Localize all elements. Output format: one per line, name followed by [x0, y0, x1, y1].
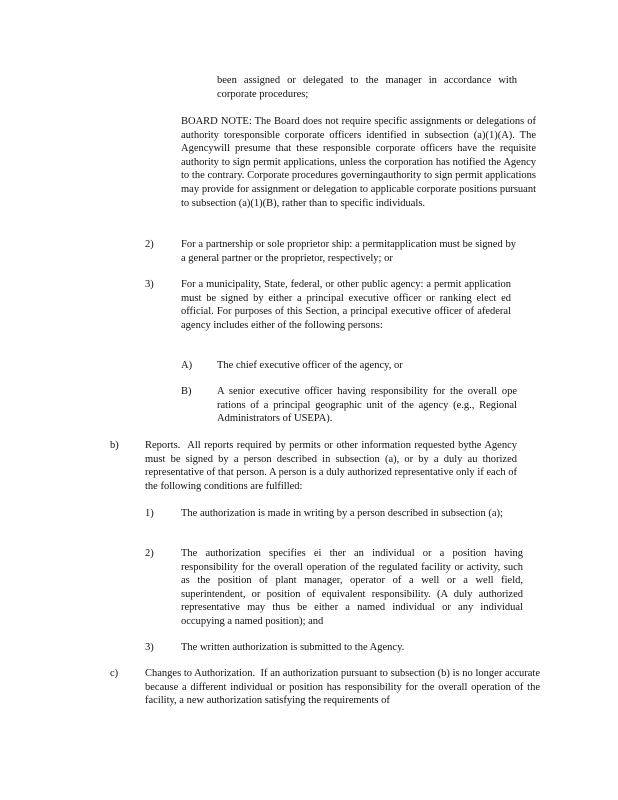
section-c-heading: Changes to Authorization. — [145, 668, 256, 679]
item-label: 3) — [145, 279, 154, 290]
sub-item-label: B) — [181, 386, 192, 397]
list-item: The authorization specifies ei ther an individual or a position having responsibility for the overall operation of the regulated facility or activity, such as the position of plant manager, operator of a well or a well field, superintendent, or position of equivalent responsibility. (A duly authorized representative may thus be either a named individual or any individual occupying a named position); and — [181, 548, 523, 627]
item-label: 1) — [145, 508, 154, 519]
section-b-paragraph — [145, 439, 517, 493]
item-label: 2) — [145, 548, 154, 559]
continuation-paragraph: been assigned or delegated to the manager in accordance with corporate procedures; — [217, 75, 517, 100]
section-c-paragraph — [145, 667, 540, 708]
item-label: 3) — [145, 642, 154, 653]
sub-list-item: A senior executive officer having responsibility for the overall ope rations of a principal geographic unit of the agency (e.g., Regional Administrators of USEPA). — [217, 386, 517, 425]
section-b-body: All reports required by permits or other information requested bythe Agency must be signed by a person described in subsection (a), or by a duly au thorized representative of that person. A person is a duly authorized representative only if each of the following conditions are fulfilled: — [145, 440, 517, 492]
section-b-heading: Reports. — [145, 440, 181, 451]
item-label: 2) — [145, 239, 154, 250]
section-label: c) — [110, 668, 119, 679]
list-item: For a municipality, State, federal, or other public agency: a permit application must be signed by either a principal executive officer or ranking elect ed official. For purposes of this Section, a principal executive officer of afederal agency includes either of the following persons: — [181, 279, 511, 331]
sub-item-label: A) — [181, 360, 193, 371]
list-item: For a partnership or sole proprietor ship: a permitapplication must be signed by a general partner or the proprietor, respectively; or — [181, 239, 516, 264]
list-item: The authorization is made in writing by a person described in subsection (a); — [181, 508, 503, 519]
section-label: b) — [110, 440, 119, 451]
board-note: BOARD NOTE: The Board does not require specific assignments or delegations of authority toresponsible corporate officers identified in subsection (a)(1)(A). The Agencywill presume that these responsible corporate officers have the requisite authority to sign permit applications, unless the corporation has notified the Agency to the contrary. Corporate procedures governingauthority to sign permit applications may provide for assignment or delegation to applicable corporate positions pursuant to subsection (a)(1)(B), rather than to specific individuals. — [181, 116, 536, 209]
list-item: The written authorization is submitted to the Agency. — [181, 642, 405, 653]
sub-list-item: The chief executive officer of the agency, or — [217, 360, 403, 371]
section-c-body: If an authorization pursuant to subsection (b) is no longer accurate because a different individual or position has responsibility for the overall operation of the facility, a new authorization satisfying the requirements of — [145, 668, 540, 707]
